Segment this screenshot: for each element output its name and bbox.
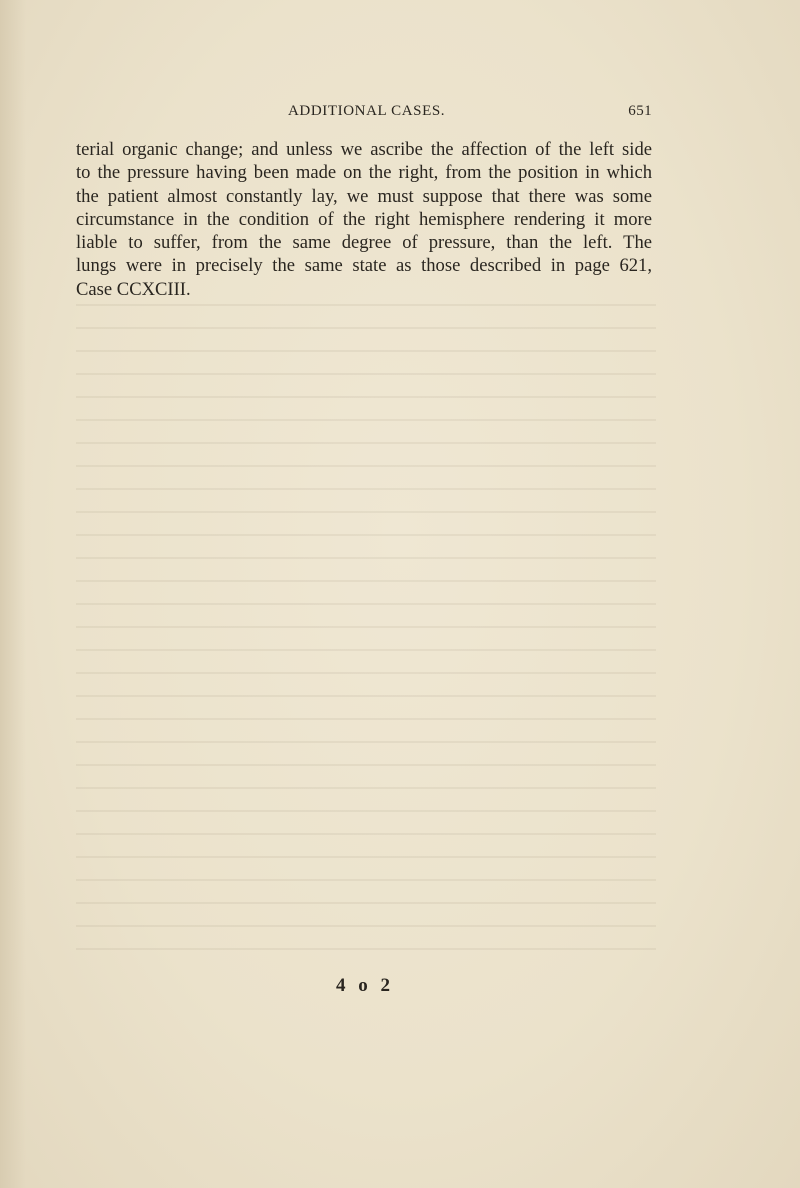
show-through-text xyxy=(76,290,656,960)
text-line: liable to suffer, from the same degree of pressure, than the left. The xyxy=(76,232,652,254)
text-line: the patient almost constantly lay, we must suppose that there was some xyxy=(76,185,652,207)
text-line: terial organic change; and unless we ascribe the affection of the left side xyxy=(76,139,652,160)
gutter-shadow xyxy=(0,0,26,1188)
text-line: circumstance in the condition of the right hemisphere rendering it more xyxy=(76,208,652,230)
page-number: 651 xyxy=(628,103,652,119)
body-paragraph xyxy=(76,138,652,301)
signature-mark: 4 o 2 xyxy=(336,975,394,996)
running-head-title: ADDITIONAL CASES. xyxy=(288,103,446,119)
text-line: to the pressure having been made on the right, from the position in which xyxy=(76,162,652,184)
text-line: Case CCXCIII. xyxy=(76,278,191,300)
text-line: lungs were in precisely the same state as those described in page 621, xyxy=(76,255,652,277)
running-head xyxy=(76,103,652,125)
